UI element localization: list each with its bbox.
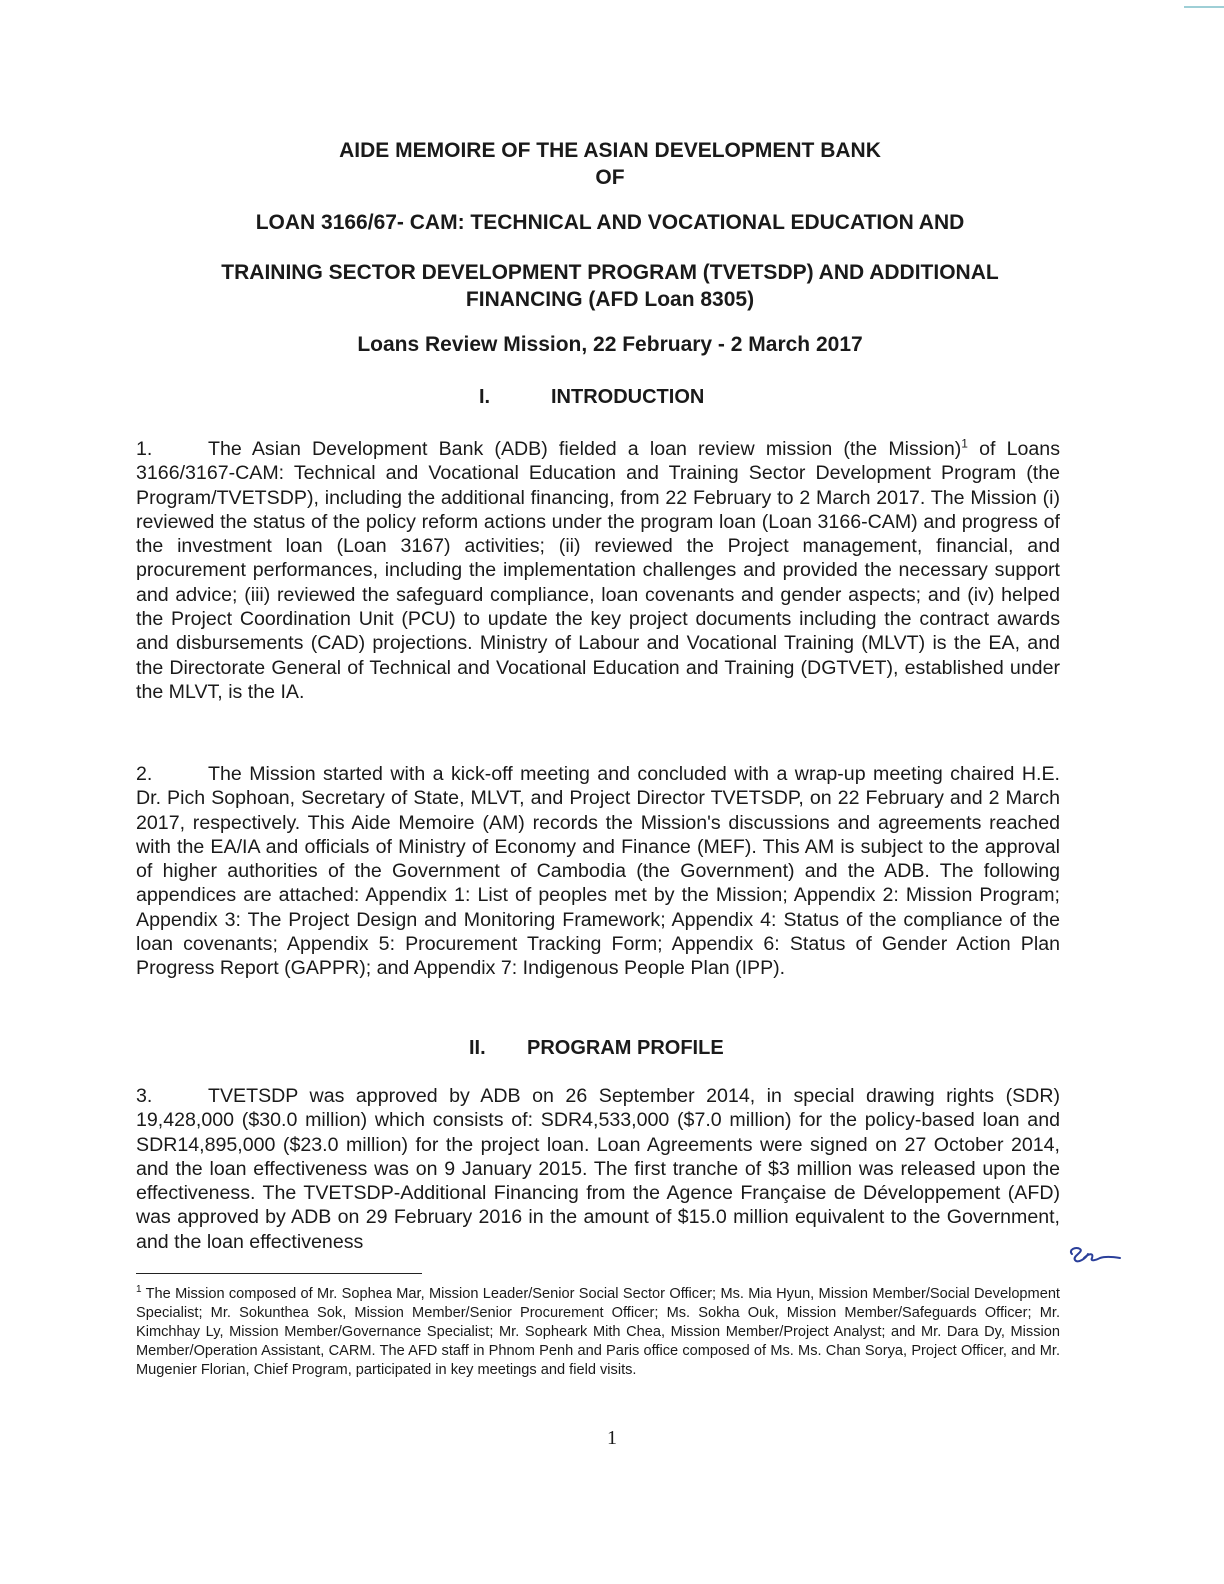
mission-subtitle: Loans Review Mission, 22 February - 2 March 2017 [357, 333, 863, 356]
section-number: I. [479, 386, 491, 408]
scan-edge-mark [1184, 6, 1224, 8]
paragraph-text: The Mission started with a kick-off meeting and concluded with a wrap-up meeting chaired H.E. Dr. Pich Sophoan, Secretary of State, MLVT, and Project Director TVETSDP, on 22 February and 2 March 2017, respectively. This Aide Memoire (AM) records the Mission's discussions and agreements reached with the EA/IA and officials of Ministry of Economy and Finance (MEF). This AM is subject to the approval of higher authorities of the Government of Cambodia (the Government) and the ADB. The following appendices are attached: Appendix 1: List of peoples met by the Mission; Appendix 2: Mission Program; Appendix 3: The Project Design and Monitoring Framework; Appendix 4: Status of the compliance of the loan covenants; Appendix 5: Procurement Tracking Form; Appendix 6: Status of Gender Action Plan Progress Report (GAPPR); and Appendix 7: Indigenous People Plan (IPP). [136, 763, 1060, 980]
paragraph-number: 1. [136, 438, 153, 460]
paragraph-1 [136, 437, 1060, 704]
page-number: 1 [607, 1427, 617, 1449]
paragraph-2 [136, 762, 1060, 981]
footnote-marker: 1 [136, 1284, 142, 1296]
footnote-separator [136, 1273, 422, 1274]
section-number: II. [469, 1037, 486, 1059]
paragraph-3 [136, 1084, 1060, 1254]
paragraph-text: TVETSDP was approved by ADB on 26 September 2014, in special drawing rights (SDR) 19,428,000 ($30.0 million) which consists of: SDR4,533,000 ($7.0 million) for the policy-based loan and SDR14,895,000 ($23.0 million) for the project loan. Loan Agreements were signed on 27 October 2014, and the loan effectiveness was on 9 January 2015. The first tranche of $3 million was released upon the effectiveness. The TVETSDP-Additional Financing from the Agence Française de Développement (AFD) was approved by ADB on 29 February 2016 in the amount of $15.0 million equivalent to the Government, and the loan effectiveness [136, 1085, 1060, 1253]
title-line-2: OF [595, 166, 625, 189]
paragraph-number: 2. [136, 763, 153, 785]
footnote-reference[interactable]: 1 [961, 436, 968, 451]
paragraph-number: 3. [136, 1085, 153, 1107]
program-title-line-2: FINANCING (AFD Loan 8305) [465, 288, 755, 311]
section-title-text: PROGRAM PROFILE [527, 1037, 724, 1059]
handwritten-initials [1066, 1240, 1122, 1270]
program-title-line-1: TRAINING SECTOR DEVELOPMENT PROGRAM (TVETSDP) AND ADDITIONAL [221, 261, 999, 284]
loan-title: LOAN 3166/67- CAM: TECHNICAL AND VOCATIONAL EDUCATION AND [255, 211, 965, 234]
paragraph-text-continued: of Loans 3166/3167-CAM: Technical and Vocational Education and Training Sector Development Program (the Program/TVETSDP), including the additional financing, from 22 February to 2 March 2017. The Mission (i) reviewed the status of the policy reform actions under the program loan (Loan 3166-CAM) and progress of the investment loan (Loan 3167) activities; (ii) reviewed the Project management, financial, and procurement performances, including the implementation challenges and provided the necessary support and advice; (iii) reviewed the safeguard compliance, loan covenants and gender aspects; and (iv) helped the Project Coordination Unit (PCU) to update the key project documents including the contract awards and disbursements (CAD) projections. Ministry of Labour and Vocational Training (MLVT) is the EA, and the Directorate General of Technical and Vocational Education and Training (DGTVET), established under the MLVT, is the IA. [136, 438, 1060, 703]
footnote-text: The Mission composed of Mr. Sophea Mar, Mission Leader/Senior Social Sector Officer; Ms. Mia Hyun, Mission Member/Social Development Specialist; Mr. Sokunthea Sok, Mission Member/Senior Procurement Officer; Ms. Sokha Ouk, Mission Member/Safeguards Officer; Mr. Kimchhay Ly, Mission Member/Governance Specialist; Mr. Sopheark Mith Chea, Mission Member/Project Analyst; and Mr. Dara Dy, Mission Member/Operation Assistant, CARM. The AFD staff in Phnom Penh and Paris office composed of Ms. Ms. Chan Sorya, Project Officer, and Mr. Mugenier Florian, Chief Program, participated in key meetings and field visits. [136, 1286, 1060, 1379]
document-title [150, 137, 1070, 191]
title-line-1: AIDE MEMOIRE OF THE ASIAN DEVELOPMENT BANK [339, 139, 881, 162]
program-title [150, 259, 1070, 313]
section-title-text: INTRODUCTION [551, 386, 705, 408]
paragraph-text: The Asian Development Bank (ADB) fielded a loan review mission (the Mission) [208, 438, 962, 460]
footnote-1 [136, 1285, 1060, 1380]
